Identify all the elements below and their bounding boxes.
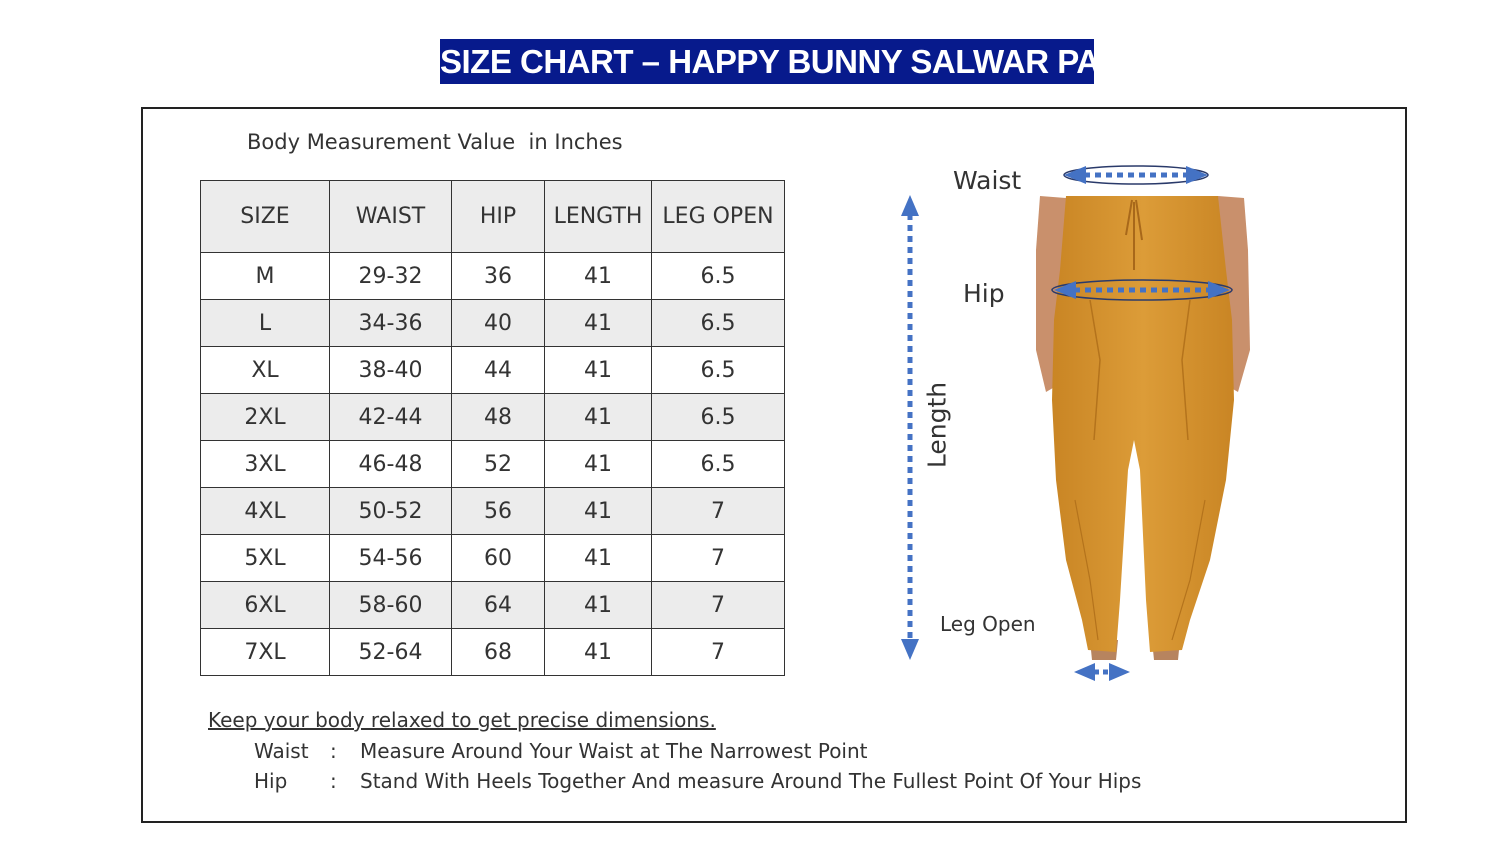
cell-leg-open: 6.5 bbox=[652, 394, 785, 441]
cell-hip: 36 bbox=[452, 253, 545, 300]
cell-size: L bbox=[201, 300, 330, 347]
leg-open-arrow-right-icon bbox=[1109, 663, 1130, 681]
length-label: Length bbox=[922, 381, 952, 469]
cell-waist: 38-40 bbox=[330, 347, 452, 394]
cell-size: 5XL bbox=[201, 535, 330, 582]
cell-leg-open: 7 bbox=[652, 535, 785, 582]
cell-hip: 64 bbox=[452, 582, 545, 629]
header-hip: HIP bbox=[452, 181, 545, 253]
note-separator: : bbox=[330, 769, 337, 793]
cell-leg-open: 6.5 bbox=[652, 253, 785, 300]
cell-length: 41 bbox=[545, 629, 652, 676]
cell-hip: 56 bbox=[452, 488, 545, 535]
waist-label: Waist bbox=[953, 166, 1022, 195]
cell-size: 7XL bbox=[201, 629, 330, 676]
cell-size: 2XL bbox=[201, 394, 330, 441]
waist-arrow-right-icon bbox=[1186, 166, 1208, 184]
cell-leg-open: 7 bbox=[652, 629, 785, 676]
cell-leg-open: 7 bbox=[652, 582, 785, 629]
cell-waist: 46-48 bbox=[330, 441, 452, 488]
cell-hip: 40 bbox=[452, 300, 545, 347]
note-text: Measure Around Your Waist at The Narrowest Point bbox=[360, 739, 868, 763]
leg-open-label: Leg Open bbox=[940, 612, 1036, 636]
cell-length: 41 bbox=[545, 300, 652, 347]
cell-length: 41 bbox=[545, 394, 652, 441]
cell-length: 41 bbox=[545, 488, 652, 535]
cell-size: 6XL bbox=[201, 582, 330, 629]
cell-length: 41 bbox=[545, 253, 652, 300]
cell-waist: 54-56 bbox=[330, 535, 452, 582]
length-arrow-down-icon bbox=[901, 639, 919, 660]
cell-size: XL bbox=[201, 347, 330, 394]
cell-waist: 34-36 bbox=[330, 300, 452, 347]
cell-hip: 60 bbox=[452, 535, 545, 582]
leg-open-arrow-left-icon bbox=[1074, 663, 1095, 681]
table-caption: Body Measurement Value in Inches bbox=[247, 130, 623, 154]
cell-waist: 52-64 bbox=[330, 629, 452, 676]
length-arrow-up-icon bbox=[901, 195, 919, 216]
header-leg-open: LEG OPEN bbox=[652, 181, 785, 253]
header-waist: WAIST bbox=[330, 181, 452, 253]
cell-hip: 52 bbox=[452, 441, 545, 488]
page-title: SIZE CHART – HAPPY BUNNY SALWAR PANT bbox=[440, 39, 1094, 84]
note-text: Stand With Heels Together And measure Around The Fullest Point Of Your Hips bbox=[360, 769, 1142, 793]
cell-waist: 29-32 bbox=[330, 253, 452, 300]
cell-size: 4XL bbox=[201, 488, 330, 535]
cell-length: 41 bbox=[545, 535, 652, 582]
cell-hip: 44 bbox=[452, 347, 545, 394]
cell-hip: 68 bbox=[452, 629, 545, 676]
note-key: Waist bbox=[254, 739, 309, 763]
hip-label: Hip bbox=[963, 279, 1005, 308]
measurement-tip: Keep your body relaxed to get precise dimensions. bbox=[208, 708, 716, 732]
cell-length: 41 bbox=[545, 582, 652, 629]
cell-length: 41 bbox=[545, 441, 652, 488]
cell-waist: 58-60 bbox=[330, 582, 452, 629]
cell-size: 3XL bbox=[201, 441, 330, 488]
waist-arrow-left-icon bbox=[1064, 166, 1086, 184]
header-size: SIZE bbox=[201, 181, 330, 253]
cell-length: 41 bbox=[545, 347, 652, 394]
cell-leg-open: 6.5 bbox=[652, 441, 785, 488]
cell-leg-open: 7 bbox=[652, 488, 785, 535]
note-separator: : bbox=[330, 739, 337, 763]
cell-size: M bbox=[201, 253, 330, 300]
cell-leg-open: 6.5 bbox=[652, 300, 785, 347]
header-length: LENGTH bbox=[545, 181, 652, 253]
cell-waist: 42-44 bbox=[330, 394, 452, 441]
pant-icon bbox=[1052, 196, 1234, 652]
cell-leg-open: 6.5 bbox=[652, 347, 785, 394]
cell-hip: 48 bbox=[452, 394, 545, 441]
note-key: Hip bbox=[254, 769, 288, 793]
cell-waist: 50-52 bbox=[330, 488, 452, 535]
